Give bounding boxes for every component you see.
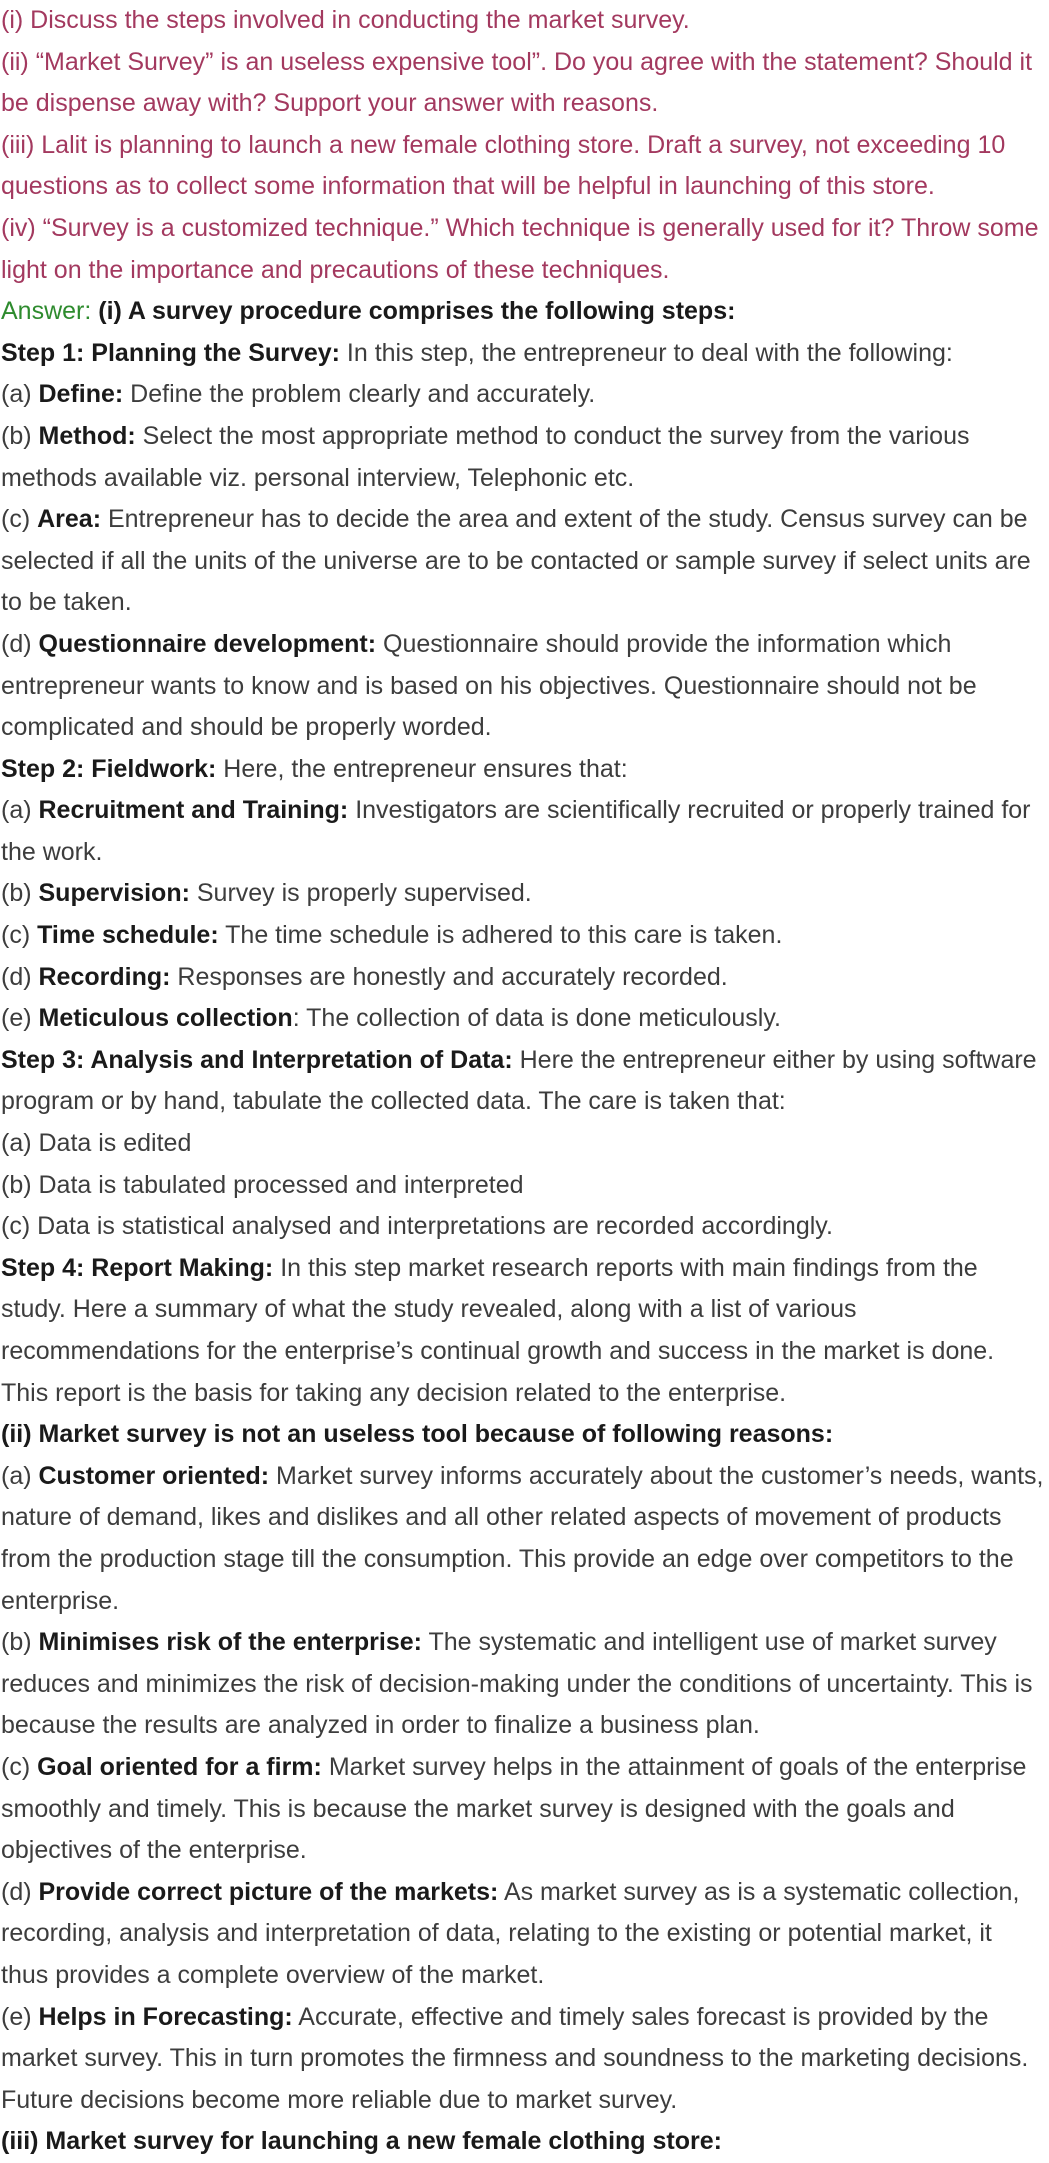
item-term: Provide correct picture of the markets: bbox=[38, 1877, 499, 1906]
item-prefix: (b) bbox=[1, 879, 39, 908]
step-2-item-e bbox=[1, 998, 1045, 1040]
item-prefix: (c) bbox=[1, 1752, 38, 1781]
step-1-item-a bbox=[1, 374, 1045, 416]
question-4: (iv) “Survey is a customized technique.” Which technique is generally used for it? Throw some light on the importance and precautions of these techniques. bbox=[1, 213, 1039, 284]
item-term: Recruitment and Training: bbox=[38, 796, 349, 825]
part-3-heading: (iii) Market survey for launching a new female clothing store: bbox=[1, 2127, 722, 2156]
item-prefix: (b) bbox=[1, 1628, 39, 1657]
step-3 bbox=[1, 1040, 1045, 1123]
item-text: Market survey helps in the attainment of goals of the enterprise smoothly and timely. This is because the market survey is designed with the goals and objectives of the enterprise. bbox=[1, 1752, 1027, 1865]
item-text: Investigators are scientifically recruited or properly trained for the work. bbox=[1, 796, 1031, 866]
question-3: (iii) Lalit is planning to launch a new female clothing store. Draft a survey, not exceeding 10 questions as to collect some information that will be helpful in launching of this store. bbox=[1, 130, 1006, 201]
step-2-item-c bbox=[1, 915, 1045, 957]
item-prefix: (d) bbox=[1, 1877, 39, 1906]
item-term: Define: bbox=[38, 380, 124, 409]
item-text: Accurate, effective and timely sales forecast is provided by the market survey. This in turn promotes the firmness and soundness to the marketing decisions. Future decisions become more reliable due to market survey. bbox=[1, 2002, 1029, 2114]
item-text: Market survey informs accurately about the customer’s needs, wants, nature of demand, likes and dislikes and all other related aspects of movement of products from the production stage till the consumption. This provide an edge over competitors to the enterprise. bbox=[1, 1461, 1044, 1615]
step-2-text: Here, the entrepreneur ensures that: bbox=[216, 754, 628, 783]
item-prefix: (e) bbox=[1, 1004, 39, 1033]
item-term: Meticulous collection bbox=[38, 1004, 293, 1033]
step-1-text: In this step, the entrepreneur to deal with the following: bbox=[339, 338, 953, 367]
step-2-item-b bbox=[1, 873, 1045, 915]
item-text: The systematic and intelligent use of market survey reduces and minimizes the risk of decision-making under the conditions of uncertainty. This is because the results are analyzed in order to finalize a business plan. bbox=[1, 1628, 1033, 1740]
question-2: (ii) “Market Survey” is an useless expensive tool”. Do you agree with the statement? Should it be dispense away with? Support your answer with reasons. bbox=[1, 47, 1033, 118]
part-2-item-d bbox=[1, 1872, 1045, 1997]
step-3-item-b: (b) Data is tabulated processed and interpreted bbox=[1, 1170, 524, 1199]
item-term: Questionnaire development: bbox=[38, 629, 377, 658]
part-2-item-e bbox=[1, 1997, 1045, 2122]
item-prefix: (a) bbox=[1, 796, 39, 825]
answer-label: Answer: bbox=[1, 297, 92, 326]
item-text: Define the problem clearly and accurately. bbox=[123, 380, 596, 409]
step-1-item-c bbox=[1, 499, 1045, 624]
item-prefix: (b) bbox=[1, 421, 39, 450]
item-term: Area: bbox=[37, 505, 102, 534]
step-1-item-b bbox=[1, 416, 1045, 499]
item-prefix: (c) bbox=[1, 921, 38, 950]
step-4-title: Step 4: Report Making: bbox=[1, 1253, 274, 1282]
step-2-item-a bbox=[1, 790, 1045, 873]
item-text: : The collection of data is done meticulously. bbox=[292, 1004, 781, 1033]
part-2-item-c bbox=[1, 1747, 1045, 1872]
item-prefix: (a) bbox=[1, 380, 39, 409]
question-1: (i) Discuss the steps involved in conducting the market survey. bbox=[1, 6, 690, 34]
step-4 bbox=[1, 1248, 1045, 1414]
answer-intro bbox=[1, 291, 1045, 333]
item-term: Minimises risk of the enterprise: bbox=[38, 1628, 422, 1657]
part-2-item-b bbox=[1, 1622, 1045, 1747]
step-1-title: Step 1: Planning the Survey: bbox=[1, 338, 340, 367]
item-prefix: (c) bbox=[1, 505, 38, 534]
step-1-item-d bbox=[1, 624, 1045, 749]
item-term: Customer oriented: bbox=[38, 1461, 270, 1490]
item-prefix: (e) bbox=[1, 2002, 39, 2031]
step-4-text: In this step market research reports with main findings from the study. Here a summary of what the study revealed, along with a list of various recommendations for the enterprise’s continual growth and success in the market is done. This report is the basis for taking any decision related to the enterprise. bbox=[1, 1253, 995, 1407]
item-term: Time schedule: bbox=[37, 921, 219, 950]
item-term: Supervision: bbox=[38, 879, 190, 908]
item-text: Questionnaire should provide the information which entrepreneur wants to know and is based on his objectives. Questionnaire should not be complicated and should be properly worded. bbox=[1, 629, 977, 742]
part-2-item-a bbox=[1, 1456, 1045, 1622]
step-1 bbox=[1, 333, 1045, 375]
item-term: Helps in Forecasting: bbox=[38, 2002, 293, 2031]
step-3-item-c: (c) Data is statistical analysed and interpretations are recorded accordingly. bbox=[1, 1212, 833, 1241]
part-2-heading: (ii) Market survey is not an useless tool because of following reasons: bbox=[1, 1420, 834, 1449]
item-text: Entrepreneur has to decide the area and extent of the study. Census survey can be selected if all the units of the universe are to be contacted or sample survey if select units are to be taken. bbox=[1, 505, 1031, 617]
step-3-item-a: (a) Data is edited bbox=[1, 1129, 192, 1158]
item-term: Recording: bbox=[38, 962, 171, 991]
item-term: Goal oriented for a firm: bbox=[37, 1752, 322, 1781]
item-prefix: (d) bbox=[1, 629, 39, 658]
step-3-title: Step 3: Analysis and Interpretation of Data: bbox=[1, 1045, 513, 1074]
item-prefix: (a) bbox=[1, 1461, 39, 1490]
item-text: Select the most appropriate method to conduct the survey from the various methods available viz. personal interview, Telephonic etc. bbox=[1, 421, 970, 492]
item-prefix: (d) bbox=[1, 962, 39, 991]
answer-intro-text: (i) A survey procedure comprises the following steps: bbox=[98, 297, 736, 326]
item-text: Survey is properly supervised. bbox=[189, 879, 532, 908]
item-term: Method: bbox=[38, 421, 136, 450]
step-2 bbox=[1, 749, 1045, 791]
item-text: Responses are honestly and accurately recorded. bbox=[170, 962, 728, 991]
item-text: The time schedule is adhered to this care is taken. bbox=[218, 921, 783, 950]
item-text: As market survey as is a systematic collection, recording, analysis and interpretation of data, relating to the existing or potential market, it thus provides a complete overview of the market. bbox=[1, 1877, 1020, 1989]
step-3-text: Here the entrepreneur either by using software program or by hand, tabulate the collected data. The care is taken that: bbox=[1, 1045, 1037, 1116]
step-2-item-d bbox=[1, 957, 1045, 999]
step-2-title: Step 2: Fieldwork: bbox=[1, 754, 217, 783]
